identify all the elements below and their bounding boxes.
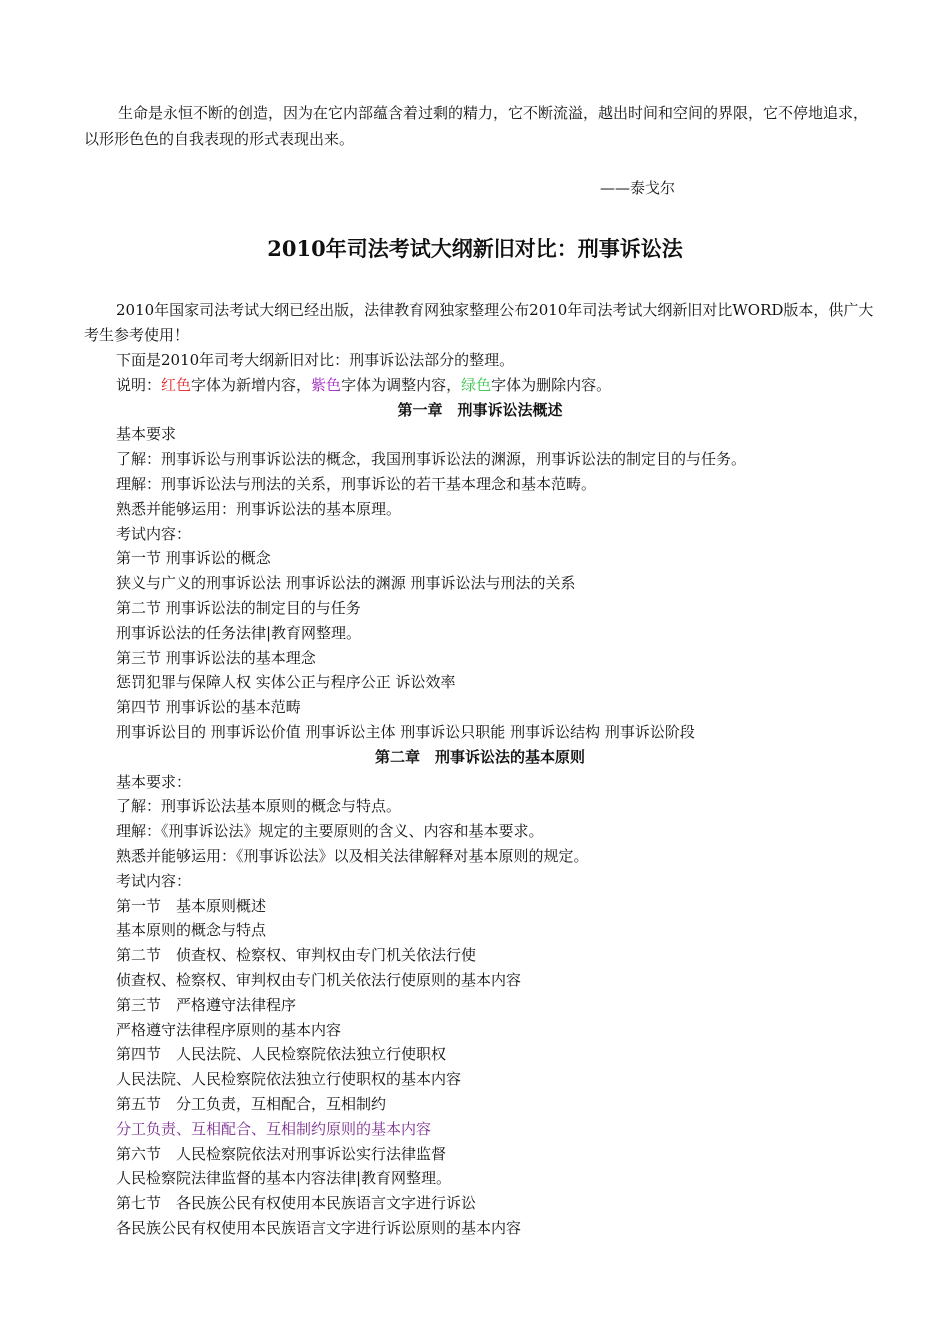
outline-line: 下面是2010年司考大纲新旧对比：刑事诉讼法部分的整理。	[116, 351, 515, 369]
outline-line: 基本原则的概念与特点	[116, 921, 267, 940]
outline-line: 了解：刑事诉讼与刑事诉讼法的概念，我国刑事诉讼法的渊源，刑事诉讼法的制定目的与任务。	[116, 450, 747, 469]
outline-line: 人民检察院法律监督的基本内容法律|教育网整理。	[116, 1169, 452, 1188]
outline-line: 基本要求	[116, 425, 177, 444]
outline-line: 考试内容：	[116, 871, 192, 890]
outline-line: 熟悉并能够运用：《刑事诉讼法》以及相关法律解释对基本原则的规定。	[116, 846, 589, 865]
section-line: 第五节 分工负责，互相配合，互相制约	[116, 1094, 387, 1113]
outline-line: 惩罚犯罪与保障人权 实体公正与程序公正 诉讼效率	[116, 673, 456, 692]
outline-line: 严格遵守法律程序原则的基本内容	[116, 1020, 342, 1039]
chapter-heading: 第一章 刑事诉讼法概述	[397, 400, 563, 419]
outline-line: 理解：《刑事诉讼法》规定的主要原则的含义、内容和基本要求。	[116, 822, 544, 841]
outline-body	[84, 348, 876, 1241]
outline-line: 理解：刑事诉讼法与刑法的关系，刑事诉讼的若干基本理念和基本范畴。	[116, 474, 597, 493]
outline-line: 各民族公民有权使用本民族语言文字进行诉讼原则的基本内容	[116, 1218, 522, 1237]
outline-line: 了解：刑事诉讼法基本原则的概念与特点。	[116, 797, 402, 816]
section-line: 第二节 侦查权、检察权、审判权由专门机关依法行使	[116, 946, 477, 965]
legend-green-label: 绿色	[461, 375, 492, 394]
outline-line: 考试内容：	[116, 524, 192, 543]
adjusted-content-line: 分工负责、互相配合、互相制约原则的基本内容	[116, 1119, 432, 1138]
legend-red-desc: 字体为新增内容，	[191, 375, 312, 394]
section-line: 第二节 刑事诉讼法的制定目的与任务	[116, 598, 361, 617]
legend-red-label: 红色	[161, 375, 192, 394]
section-line: 第七节 各民族公民有权使用本民族语言文字进行诉讼	[116, 1194, 477, 1213]
legend-green-desc: 字体为删除内容。	[491, 375, 612, 394]
intro-paragraph: 2010年国家司法考试大纲已经出版，法律教育网独家整理公布2010年司法考试大纲新旧对比WORD版本，供广大考生参考使用！	[84, 301, 874, 344]
outline-line: 刑事诉讼目的 刑事诉讼价值 刑事诉讼主体 刑事诉讼只职能 刑事诉讼结构 刑事诉讼阶段	[116, 722, 695, 741]
section-line: 第一节 刑事诉讼的概念	[116, 549, 271, 568]
section-line: 第三节 刑事诉讼法的基本理念	[116, 648, 316, 667]
outline-line: 刑事诉讼法的任务法律|教育网整理。	[116, 623, 362, 642]
legend-line	[84, 373, 876, 398]
legend-prefix: 说明：	[116, 375, 162, 394]
outline-line: 狭义与广义的刑事诉讼法 刑事诉讼法的渊源 刑事诉讼法与刑法的关系	[116, 574, 576, 593]
section-line: 第四节 人民法院、人民检察院依法独立行使职权	[116, 1045, 447, 1064]
legend-purple-desc: 字体为调整内容，	[341, 375, 462, 394]
legend-purple-label: 紫色	[311, 375, 342, 394]
section-line: 第一节 基本原则概述	[116, 896, 267, 915]
outline-line: 基本要求：	[116, 772, 192, 791]
outline-line: 人民法院、人民检察院依法独立行使职权的基本内容	[116, 1070, 462, 1089]
epigraph-quote: 生命是永恒不断的创造，因为在它内部蕴含着过剩的精力，它不断流溢，越出时间和空间的界限，它不停地追求，以形形色色的自我表现的形式表现出来。	[84, 104, 869, 148]
document-title: 2010年司法考试大纲新旧对比：刑事诉讼法	[267, 236, 683, 261]
outline-line: 熟悉并能够运用：刑事诉讼法的基本原理。	[116, 499, 402, 518]
section-line: 第六节 人民检察院依法对刑事诉讼实行法律监督	[116, 1144, 447, 1163]
chapter-heading: 第二章 刑事诉讼法的基本原则	[374, 747, 585, 766]
section-line: 第三节 严格遵守法律程序	[116, 995, 297, 1014]
epigraph-author: ——泰戈尔	[600, 179, 676, 197]
section-line: 第四节 刑事诉讼的基本范畴	[116, 698, 301, 717]
outline-line: 侦查权、检察权、审判权由专门机关依法行使原则的基本内容	[116, 970, 522, 989]
